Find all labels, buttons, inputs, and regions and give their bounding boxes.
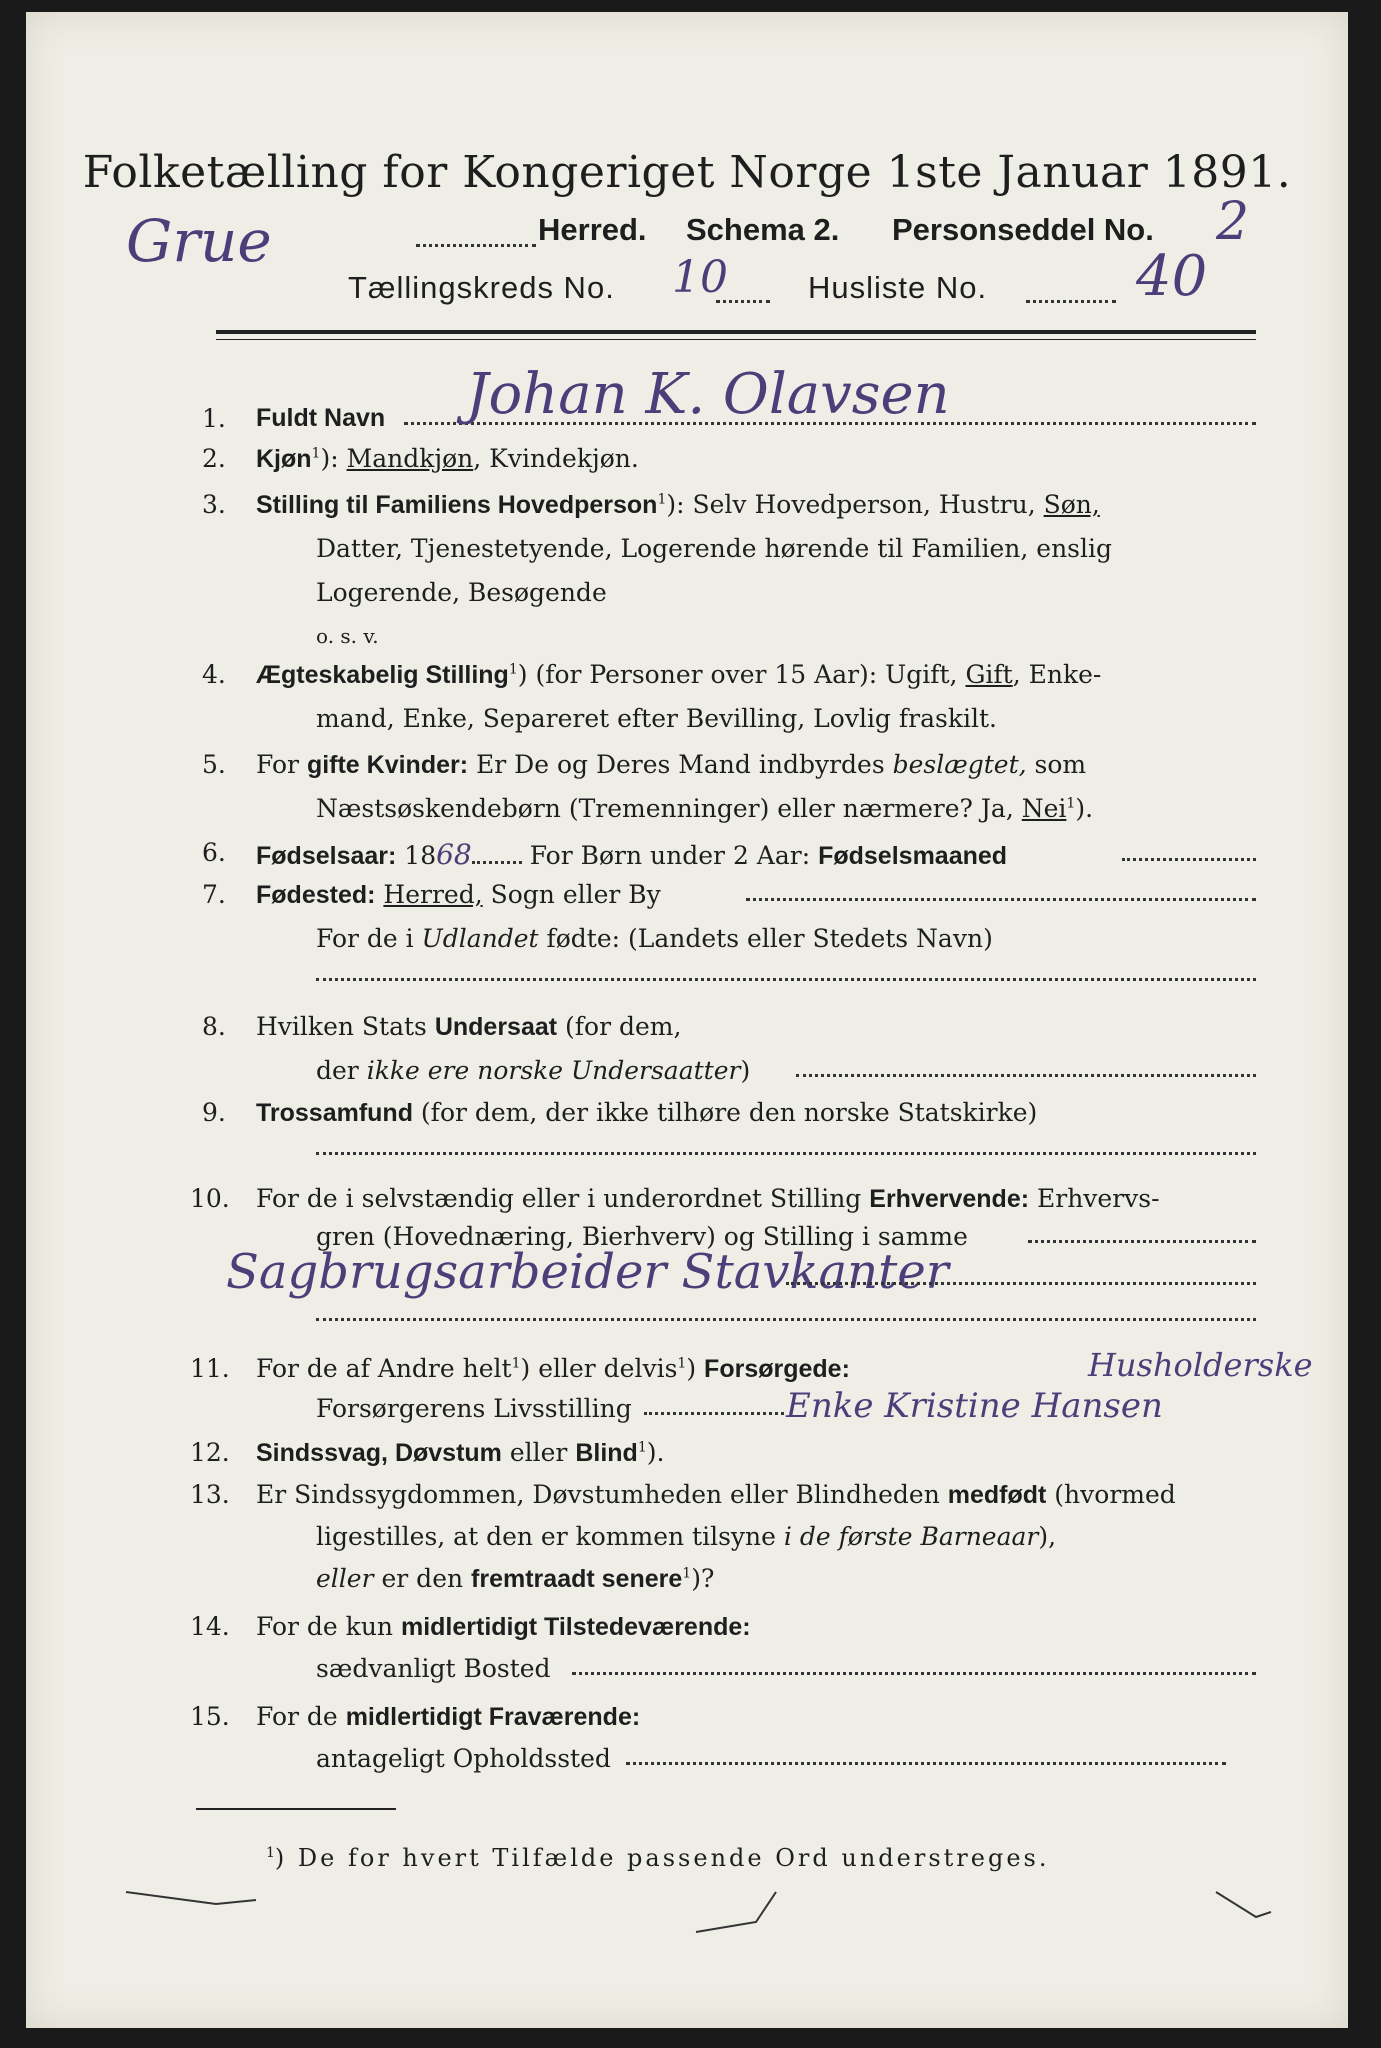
q9-number: 9. [202, 1098, 226, 1127]
header-rule [216, 330, 1256, 334]
q9-text: (for dem, der ikke tilhøre den norske Statskirke) [412, 1098, 1038, 1127]
q15-number: 15. [190, 1702, 230, 1731]
q5-text: Er De og Deres Mand indbyrdes [468, 750, 893, 779]
herred-label: Herred. [538, 212, 647, 247]
footnote-ref: 1 [637, 1439, 647, 1456]
q13-number: 13. [190, 1480, 230, 1509]
footnote-text: ) De for hvert Tilfælde passende Ord understreges. [274, 1844, 1050, 1872]
footnote-rule [196, 1808, 396, 1810]
q7-line2 [316, 924, 993, 953]
q11-handwritten-provider: Enke Kristine Hansen [786, 1386, 1163, 1426]
q10-answer-line [786, 1282, 1256, 1285]
q4-label: Ægteskabelig Stilling [256, 661, 509, 689]
q7-text: Sogn eller By [482, 880, 661, 909]
q3-line2: Datter, Tjenestetyende, Logerende hørende til Familien, enslig [316, 534, 1113, 563]
q9-line1 [256, 1098, 1037, 1128]
footnote-ref: 1 [511, 1355, 521, 1372]
q13-line2 [316, 1522, 1056, 1551]
q6-label2: Fødselsmaaned [818, 842, 1008, 870]
q15-label: midlertidigt Fraværende: [345, 1703, 641, 1731]
q4-text-end: , Enke- [1012, 660, 1102, 689]
q8-number: 8. [202, 1012, 226, 1041]
header-rule-thin [216, 339, 1256, 340]
footnote-ref: 1 [657, 491, 667, 508]
census-form [26, 12, 1348, 2028]
q2-label: Kjøn [256, 445, 312, 473]
q10-label: Erhvervende: [869, 1185, 1030, 1213]
kreds-label: Tællingskreds No. [348, 270, 615, 305]
q15-line1 [256, 1702, 640, 1732]
q11-text2: ) eller delvis [520, 1354, 678, 1383]
q2-option-mandkjon: Mandkjøn [346, 444, 474, 473]
q14-line1 [256, 1612, 751, 1642]
q12-text: eller [501, 1438, 576, 1467]
q6-number: 6. [202, 838, 226, 867]
footnote-ref: 1 [266, 1845, 275, 1861]
q10-text-end: Erhvervs- [1029, 1184, 1160, 1213]
q15-dotted-line [626, 1762, 1226, 1765]
dotted-line [716, 300, 770, 303]
q15-pre: For de [256, 1702, 346, 1731]
q2-line [256, 444, 639, 474]
q10-number: 10. [190, 1184, 230, 1213]
footnote-ref: 1 [508, 661, 518, 678]
dotted-line [416, 244, 536, 247]
q6-dotted-line [1122, 858, 1256, 861]
q7-text2a: For de i [316, 924, 422, 953]
q7-text2b: fødte: (Landets eller Stedets Navn) [538, 924, 993, 953]
q15-line2: antageligt Opholdssted [316, 1744, 611, 1773]
q13-line3 [316, 1564, 714, 1594]
q7-answer-line [316, 978, 1256, 981]
q7-dotted-line [746, 898, 1256, 901]
q8-line1 [256, 1012, 681, 1042]
q12-end: ). [646, 1438, 665, 1467]
handwritten-kreds: 10 [672, 252, 728, 303]
q13-italic: i de første Barneaar [783, 1522, 1039, 1551]
q5-end: ). [1075, 794, 1094, 823]
q7-line1 [256, 880, 661, 910]
q12-number: 12. [190, 1438, 230, 1467]
q11-handwritten-occupation: Husholderske [1088, 1346, 1313, 1384]
q12-label2: Blind [575, 1439, 638, 1467]
q4-option-gift: Gift [965, 660, 1013, 689]
husliste-label: Husliste No. [808, 270, 988, 305]
q4-number: 4. [202, 660, 226, 689]
q13-label: medfødt [947, 1481, 1047, 1509]
q13-text2a: ligestilles, at den er kommen tilsyne [316, 1522, 784, 1551]
q2-text: ): [320, 444, 347, 473]
q4-line2: mand, Enke, Separeret efter Bevilling, Lovlig fraskilt. [316, 704, 997, 733]
footnote [266, 1844, 1049, 1872]
q5-number: 5. [202, 750, 226, 779]
q3-label: Stilling til Familiens Hovedperson [256, 491, 658, 519]
q3-option-son: Søn, [1043, 490, 1100, 519]
q6-line [256, 838, 1007, 871]
q8-italic: ikke ere norske Undersaatter [366, 1056, 741, 1085]
q3-line3: Logerende, Besøgende [316, 578, 607, 607]
q14-number: 14. [190, 1612, 230, 1641]
q12-label: Sindssvag, Døvstum [256, 1439, 502, 1467]
q10-text: For de i selvstændig eller i underordnet Stilling [256, 1184, 870, 1213]
q8-text2a: der [316, 1056, 367, 1085]
q2-number: 2. [202, 444, 226, 473]
q10-line2: gren (Hovednæring, Bierhverv) og Stilling i samme [316, 1222, 968, 1251]
q3-text: ): Selv Hovedperson, Hustru, [666, 490, 1044, 519]
q1-number: 1. [202, 404, 226, 433]
q11-line1 [256, 1354, 850, 1384]
pencil-marks [116, 1872, 1276, 1952]
q13-text3b: )? [691, 1564, 715, 1593]
handwritten-personseddel: 2 [1216, 192, 1250, 252]
footnote-ref: 1 [1066, 795, 1076, 812]
dotted-line [1026, 300, 1116, 303]
q3-number: 3. [202, 490, 226, 519]
q14-label: midlertidigt Tilstedeværende: [400, 1613, 751, 1641]
q11-line2: Forsørgerens Livsstilling [316, 1394, 632, 1423]
q12-line [256, 1438, 664, 1468]
q4-text: ) (for Personer over 15 Aar): Ugift, [517, 660, 966, 689]
q1-handwritten-name: Johan K. Olavsen [466, 362, 950, 427]
q13-text3a: er den [373, 1564, 472, 1593]
handwritten-herred: Grue [126, 207, 272, 275]
q11-dotted-line [644, 1412, 784, 1415]
q5-text2: Næstsøskendebørn (Tremenninger) eller nærmere? Ja, [316, 794, 1022, 823]
q8-line2 [316, 1056, 750, 1085]
q6-handwritten-year: 68 [436, 838, 472, 871]
q3-line4: o. s. v. [316, 624, 379, 648]
q5-text-end: som [1026, 750, 1087, 779]
schema-label: Schema 2. [686, 212, 840, 247]
footnote-ref: 1 [311, 445, 321, 462]
q13-label2: fremtraadt senere [471, 1565, 683, 1593]
q5-option-nei: Nei [1021, 794, 1067, 823]
q13-text: Er Sindssygdommen, Døvstumheden eller Blindheden [256, 1480, 948, 1509]
q6-label: Fødselsaar: [256, 842, 397, 870]
q8-dotted-line [796, 1074, 1256, 1077]
q10-answer-line2 [316, 1318, 1256, 1321]
q3-line1 [256, 490, 1100, 520]
q2-option-kvindekjon: , Kvindekjøn. [473, 444, 639, 473]
q1-label: Fuldt Navn [256, 404, 386, 432]
q5-line1 [256, 750, 1086, 780]
q9-answer-line [316, 1152, 1256, 1155]
q14-pre: For de kun [256, 1612, 401, 1641]
q14-dotted-line [572, 1672, 1256, 1675]
q5-line2 [316, 794, 1093, 823]
q11-text3: ) [686, 1354, 705, 1383]
q10-line1 [256, 1184, 1160, 1214]
q7-number: 7. [202, 880, 226, 909]
footnote-ref: 1 [677, 1355, 687, 1372]
q8-text: Hvilken Stats [256, 1012, 435, 1041]
q13-text-end: (hvormed [1046, 1480, 1176, 1509]
q9-label: Trossamfund [256, 1099, 413, 1127]
q10-dotted-line [1028, 1240, 1256, 1243]
q7-italic: Udlandet [421, 924, 539, 953]
q5-italic: beslægtet, [892, 750, 1027, 779]
q8-text2b: ) [740, 1056, 751, 1085]
footnote-ref: 1 [682, 1565, 692, 1582]
q5-pre: For [256, 750, 307, 779]
q6-text: For Børn under 2 Aar: [529, 841, 819, 870]
q7-option-herred: Herred, [383, 880, 483, 909]
q11-text: For de af Andre helt [256, 1354, 512, 1383]
q11-number: 11. [190, 1354, 230, 1383]
form-title: Folketælling for Kongeriget Norge 1ste Januar 1891. [82, 147, 1292, 198]
q11-label: Forsørgede: [704, 1355, 850, 1383]
q13-text2b: ), [1038, 1522, 1057, 1551]
q8-text-end: (for dem, [557, 1012, 682, 1041]
q7-label: Fødested: [256, 881, 376, 909]
q10-handwritten-occupation: Sagbrugsarbeider Stavkanter [226, 1244, 949, 1300]
personseddel-label: Personseddel No. [892, 212, 1154, 247]
q5-label: gifte Kvinder: [306, 751, 469, 779]
handwritten-husliste: 40 [1136, 244, 1208, 309]
q4-line1 [256, 660, 1101, 690]
q14-line2: sædvanligt Bosted [316, 1654, 551, 1683]
q6-year-prefix: 18 [404, 841, 437, 870]
q8-label: Undersaat [434, 1013, 558, 1041]
q13-line1 [256, 1480, 1176, 1510]
q13-italic2: eller [316, 1564, 374, 1593]
